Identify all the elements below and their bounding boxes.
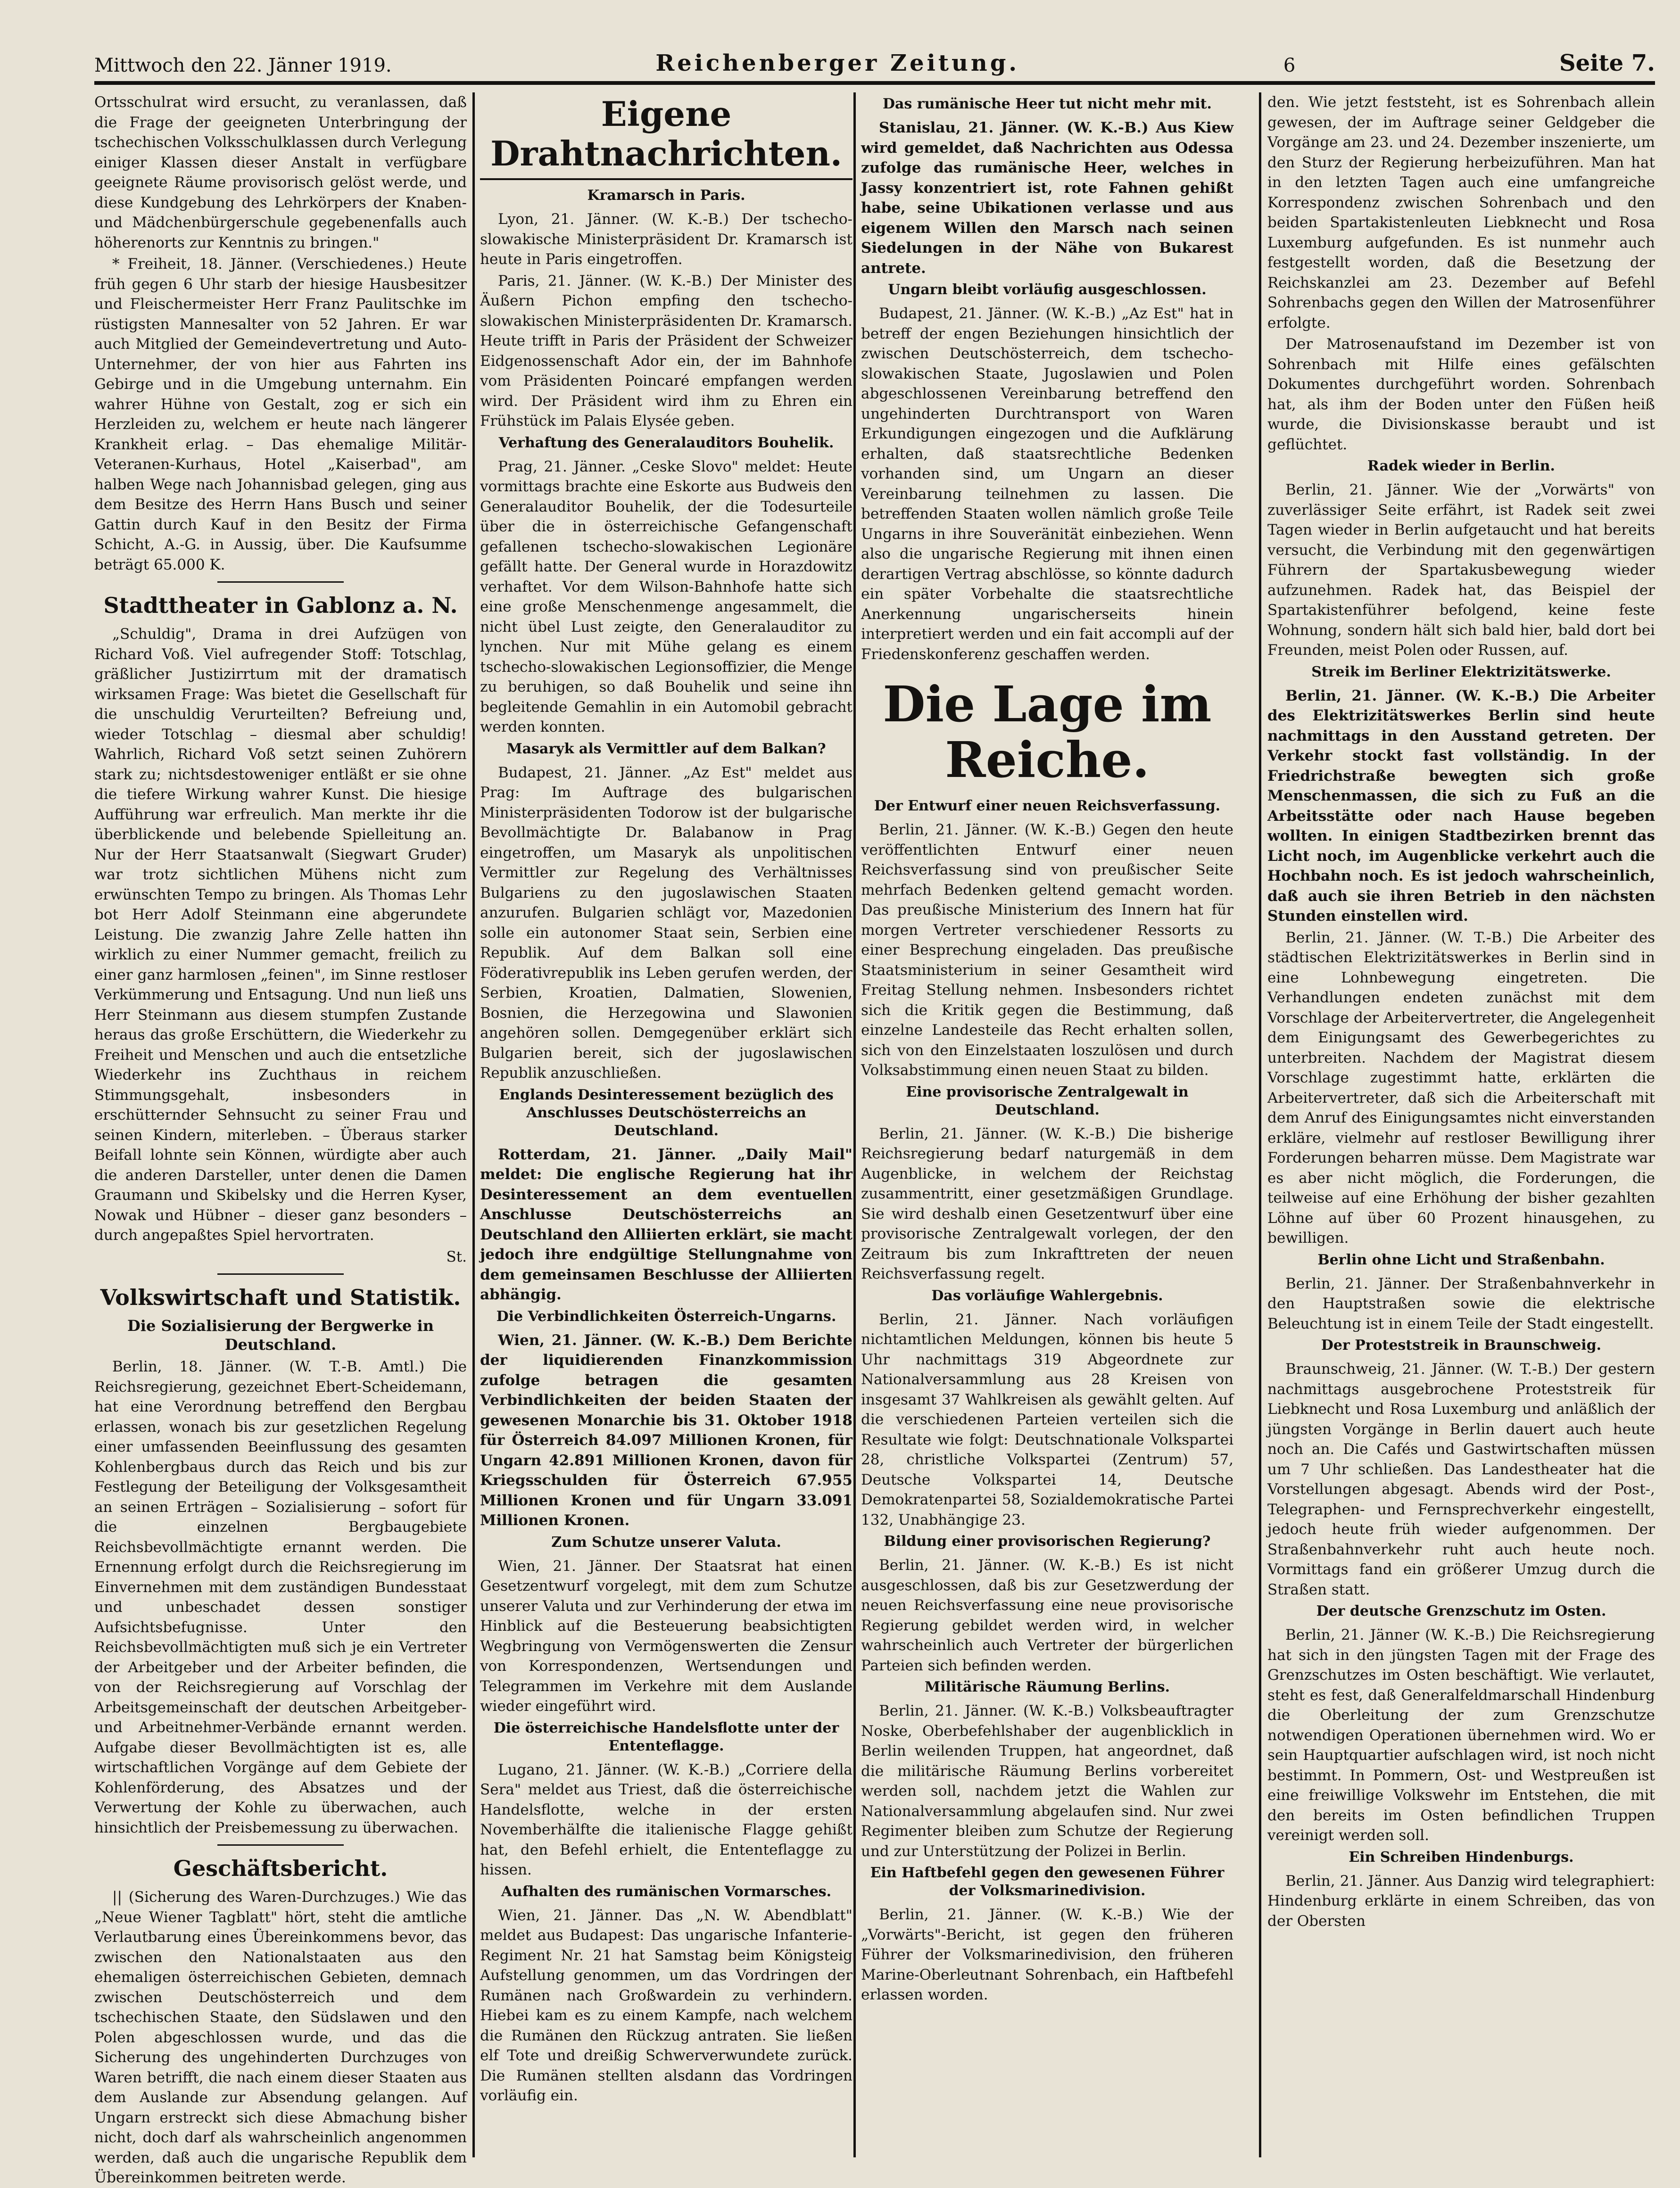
issue-mark: 6	[1283, 55, 1296, 76]
separator	[217, 1273, 344, 1275]
page-header	[94, 41, 1655, 85]
article-text: Berlin, 21. Jänner. (W. K.-B.) Volksbeauftragter Noske, Oberbefehlshaber der augenblicklich in Berlin weilenden Truppen, hat angeordnet, daß die militärische Räumung Berlins vorbereitet werden soll, nachdem jetzt die Wahlen zur Nationalversammlung abgelaufen sind. Nur zwei Regimenter bleiben zum Schutze der Regierung und zur Unterstützung der Polizei in Berlin.	[861, 1702, 1233, 1860]
separator	[217, 581, 344, 583]
column-2	[480, 92, 852, 2157]
article-text: Berlin, 21. Jänner. (W. K.-B.) Es ist nicht ausgeschlossen, daß bis zur Gesetzwerdung der neuen Reichsverfassung eine neue provisorische Regierung gebildet werden wird, in welcher wahrscheinlich auch Vertreter der bürgerlichen Parteien sich befinden werden.	[861, 1557, 1233, 1674]
article-heading: Die Sozialisierung der Bergwerke in Deutschland.	[127, 1317, 434, 1354]
article-text: || (Sicherung des Waren-Durchzuges.) Wie das „Neue Wiener Tagblatt" hört, steht die amtliche Verlautbarung eines Übereinkommens bevor, das zwischen den Nationalstaaten aus den ehemaligen österreichischen Gebieten, demnach zwischen Deutschösterreich und dem tschechischen Staate, den Südslawen und den Polen abgeschlossen wurde, und das die Sicherung des ungehinderten Durchzuges von Waren betrifft, die nach einem dieser Staaten aus dem Auslande zur Absendung gelangen. Auf Ungarn erstreckt sich diese Abmachung bisher nicht, doch darf als wahrscheinlich angenommen werden, daß auch die ungarische Republik dem Übereinkommen beitreten werde.	[94, 1889, 467, 2186]
column-rule	[472, 92, 475, 2157]
article-heading: Das vorläufige Wahlergebnis.	[931, 1287, 1163, 1304]
column-1	[94, 92, 467, 2186]
article-text: Budapest, 21. Jänner. „Az Est" meldet aus Prag: Im Auftrage des bulgarischen Ministerpräsidenten Todorow ist der bulgarische Bevollmächtigte Dr. Balabanow in Prag eingetroffen, um Masaryk als unpolitischen Vermittler zur Regelung des Verhältnisses Bulgariens zu den jugoslawischen Staaten anzurufen. Bulgarien schlägt vor, Mazedonien solle ein autonomer Staat sein, Serbien eine Republik. Auf dem Balkan soll eine Föderativrepublik ins Leben gerufen werden, der Serbien, Kroatien, Dalmatien, Slowenien, Bosnien, die Herzegowina und Slawonien angehören sollen. Demgegenüber erklärt sich Bulgarien bereit, sich der jugoslawischen Republik anzuschließen.	[480, 764, 852, 1082]
article-text: * Freiheit, 18. Jänner. (Verschiedenes.) Heute früh gegen 6 Uhr starb der hiesige Hausbesitzer und Fleischermeister Herr Franz Paulitschke im rüstigsten Mannesalter von 52 Jahren. Er war auch Mitglied der Gemeindevertretung und Auto-Unternehmer, der von hier aus Fahrten ins Gebirge und in die Umgebung unternahm. Ein wahrer Hühne von Gestalt, zog er sich ein Herzleiden zu, welchem er heute nach längerer Krankheit erlag. – Das ehemalige Militär-Veteranen-Kurhaus, Hotel „Kaiserbad", am halben Wege nach Johannisbad gelegen, ging aus dem Besitze des Herrn Hans Busch und seiner Gattin durch Kauf in den Besitz der Firma Schicht, A.-G. in Aussig, über. Die Kaufsumme beträgt 65.000 K.	[94, 256, 467, 573]
article-text: Berlin, 21. Jänner. (W. K.-B.) Die Arbeiter des Elektrizitätswerkes Berlin sind heute nachmittags in den Ausstand getreten. Der Verkehr stockt fast vollständig. In der Friedrichstraße bewegten sich große Menschenmassen, die sich zu Fuß an die Arbeitsstätte oder nach Hause begeben wollten. In einigen Stadtbezirken brennt das Licht noch, im Augenblicke verkehrt auch die Hochbahn noch. Es ist jedoch wahrscheinlich, daß auch sie ihren Betrieb in den nächsten Stunden einstellen wird.	[1267, 687, 1655, 925]
article-text: den. Wie jetzt feststeht, ist es Sohrenbach allein gewesen, der im Auftrage seiner Geldgeber die Vorgänge am 23. und 24. Dezember inszenierte, um den Sturz der Regierung herbeizuführen. Man hat in den letzten Tagen auch eine umfangreiche Korrespondenz zwischen Sohrenbach und den beiden Spartakistenleuten Liebknecht und Rosa Luxemburg aufgefunden. Es ist nunmehr auch festgestellt worden, daß die Besetzung der Reichskanzlei am 23. Dezember auf Befehl Sohrenbachs gegen den Willen der Matrosenführer erfolgte.	[1267, 94, 1655, 331]
article-heading: Der deutsche Grenzschutz im Osten.	[1316, 1603, 1606, 1619]
article-heading: Ein Schreiben Hindenburgs.	[1349, 1849, 1574, 1866]
article-heading: Bildung einer provisorischen Regierung?	[884, 1533, 1211, 1550]
article-heading: Berlin ohne Licht und Straßenbahn.	[1317, 1251, 1605, 1268]
article-text: Berlin, 21. Jänner. Nach vorläufigen nichtamtlichen Meldungen, können bis heute 5 Uhr nachmittags 319 Abgeordnete zur Nationalversammlung aus 28 Kreisen von insgesamt 37 Wahlkreisen als gewählt gelten. Auf die verschiedenen Parteien verteilen sich die Resultate wie folgt: Deutschnationale Volkspartei 28, christliche Volkspartei (Zentrum) 57, Deutsche Volkspartei 14, Deutsche Demokratenpartei 58, Sozialdemokratische Partei 132, Unabhängige 23.	[861, 1311, 1233, 1528]
article-text: Stanislau, 21. Jänner. (W. K.-B.) Aus Kiew wird gemeldet, daß Nachrichten aus Odessa zufolge das rumänische Heer, welches in Jassy konzentriert ist, rote Fahnen gehißt habe, seine Ubikationen verlasse und aus eigenem Willen den Marsch nach seinen Siedelungen in der Nähe von Bukarest antrete.	[861, 119, 1233, 277]
author-signature: St.	[446, 1248, 467, 1265]
section-heading: Stadttheater in Gablonz a. N.	[103, 593, 458, 618]
article-text: Berlin, 21. Jänner. (W. K.-B.) Wie der „Vorwärts"-Bericht, ist gegen den früheren Führer der Volksmarinedivision, den früheren Marine-Oberleutnant Sohrenbach, ein Haftbefehl erlassen worden.	[861, 1906, 1233, 2003]
article-heading: Die Verbindlichkeiten Österreich-Ungarns.	[496, 1308, 836, 1325]
article-text: Budapest, 21. Jänner. (W. K.-B.) „Az Est" hat in betreff der engen Beziehungen hinsichtlich der zwischen Deutschösterreich, dem tschecho-slowakischen Staate, Jugoslawien und Polen abgeschlossenen Vereinbarung betreffend den ungehinderten Durchtransport von Waren Erkundigungen eingezogen und die Aufklärung erhalten, daß staatsrechtliche Bedenken vorhanden sind, um Ungarn an dieser Vereinbarung teilnehmen zu lassen. Die betreffenden Staaten wollen nämlich große Teile Ungarns in ihre Souveränität einbeziehen. Wenn also die ungarische Regierung mit ihnen einen derartigen Vertrag abschlösse, so könnte dadurch ein später Vorbehalte die staatsrechtliche Anerkennung ungarischerseits hinein interpretiert werden und ein fait accompli auf der Friedenskonferenz geschaffen werden.	[861, 305, 1233, 663]
article-heading: Zum Schutze unserer Valuta.	[551, 1534, 781, 1551]
section-heading: Geschäftsbericht.	[173, 1856, 388, 1881]
separator	[217, 1844, 344, 1846]
article-text: Berlin, 21. Jänner. (W. K.-B.) Gegen den heute veröffentlichten Entwurf einer neuen Reichsverfassung sind von preußischer Seite mehrfach Bedenken geltend gemacht worden. Das preußische Ministerium des Innern hat für morgen Vertreter verschiedener Ressorts zu einer Besprechung eingeladen. Das preußische Staatsministerium in seiner Gesamtheit wird Freitag Stellung nehmen. Insbesonders richtet sich die Kritik gegen die Bestimmung, daß einzelne Landesteile das Recht erhalten sollen, sich von den Einzelstaaten loszulösen und durch Volksabstimmung einen neuen Staat zu bilden.	[861, 821, 1233, 1079]
article-text: Berlin, 21. Jänner. Wie der „Vorwärts" von zuverlässiger Seite erfährt, ist Radek seit zwei Tagen wieder in Berlin aufgetaucht und hat bereits versucht, die Verbindung mit den gegenwärtigen Führern der Spartakusbewegung wieder aufzunehmen. Radek hat, das Beispiel der Spartakistenführer befolgend, keine feste Wohnung, sondern hält sich bald hier, bald dort bei Freunden, meist Polen oder Russen, auf.	[1267, 481, 1655, 659]
column-4	[1267, 92, 1655, 2157]
section-heading: Die Lage im Reiche.	[883, 675, 1212, 789]
article-text: Lyon, 21. Jänner. (W. K.-B.) Der tschecho-slowakische Ministerpräsident Dr. Kramarsch ist heute in Paris eingetroffen.	[480, 211, 852, 268]
article-heading: Der Proteststreik in Braunschweig.	[1321, 1337, 1602, 1354]
column-rule	[853, 92, 856, 2157]
article-text: Ortsschulrat wird ersucht, zu veranlassen, daß die Frage der geeigneten Unterbringung der tschechischen Volksschulklassen durch Verlegung einiger Klassen dieser Anstalt in verfügbare geeignete Räume provisorisch gelöst werde, und diese Kundgebung des Lehrkörpers der Knaben- und Mädchenbürgerschule gegebenenfalls auch höherenorts zur Kenntnis zu bringen."	[94, 94, 467, 251]
article-heading: Aufhalten des rumänischen Vormarsches.	[501, 1883, 832, 1900]
article-text: Der Matrosenaufstand im Dezember ist von Sohrenbach mit Hilfe eines gefälschten Dokumentes durchgeführt worden. Sohrenbach hat, als ihm der Boden unter den Füßen heiß wurde, die Divisionskasse beraubt und ist geflüchtet.	[1267, 336, 1655, 453]
article-text: „Schuldig", Drama in drei Aufzügen von Richard Voß. Viel aufregender Stoff: Totschlag, gräßlicher Justizirrtum mit der dramatisch wirksamen Frage: Was bietet die Gesellschaft für die unschuldig Verurteilten? Befreiung und, wieder Totschlag – diesmal aber schuldig! Wahrlich, Richard Voß setzt seinen Zuhörern stark zu; nichtsdestoweniger entläßt er sie ohne die tiefere Wirkung wahrer Kunst. Die hiesige Aufführung war erfreulich. Man merkte ihr die überblickende und belebende Spielleitung an. Nur der Herr Staatsanwalt (Siegwart Gruder) war trotz sichtlichen Mühens nicht zum erwünschten Tempo zu bringen. Als Thomas Lehr bot Herr Adolf Steinmann eine abgerundete Leistung. Die zwanzig Jahre Zelle hatten ihn wirklich zu einer Nummer gemacht, freilich zu einer ganz harmlosen „feinen", im Sinne restloser Verkümmerung und Entsagung. Und nun ließ uns Herr Steinmann aus diesem stumpfen Zustande heraus das große Erschüttern, die Wiederkehr zu Freiheit und Menschen und auch die entsetzliche Wiederkehr ins Zuchthaus in reichem Stimmungsgehalt, insbesonders in erschütternder Sehnsucht zu seiner Frau und seinen Kindern, miterleben. – Überaus starker Beifall lohnte sein Können, würdigte aber auch die anderen Darsteller, unter denen die Damen Graumann und Skibelsky und die Herren Kyser, Nowak und Hübner – dieser ganz besonders – durch angepaßtes Spiel hervortraten.	[94, 626, 467, 1244]
article-heading: Englands Desinteressement bezüglich des Anschlusses Deutschösterreichs an Deutschland.	[499, 1086, 834, 1139]
section-heading: Volkswirtschaft und Statistik.	[100, 1285, 461, 1310]
article-heading: Ungarn bleibt vorläufig ausgeschlossen.	[888, 281, 1207, 298]
article-text: Berlin, 21. Jänner. (W. K.-B.) Die bisherige Reichsregierung bedarf naturgemäß in dem Augenblicke, in welchem der Reichstag zusammentritt, einer gesetzmäßigen Grundlage. Sie wird deshalb einen Gesetzentwurf über eine provisorische Zentralgewalt vorlegen, der den Zeitraum bis zum Inkrafttreten der neuen Reichsverfassung regelt.	[861, 1125, 1233, 1282]
article-text: Braunschweig, 21. Jänner. (W. T.-B.) Der gestern nachmittags ausgebrochene Proteststreik für Liebknecht und Rosa Luxemburg und anläßlich der jüngsten Vorgänge in Berlin dauert auch heute noch an. Die Cafés und Gastwirtschaften müssen um 7 Uhr schließen. Das Landestheater hat die Vorstellungen abgesagt. Abends wird der Post-, Telegraphen- und Fernsprechverkehr eingestellt, jedoch heute früh wieder aufgenommen. Der Straßenbahnverkehr ruht auch heute noch. Vormittags fand ein größerer Umzug durch die Straßen statt.	[1267, 1361, 1655, 1598]
article-heading: Kramarsch in Paris.	[587, 187, 745, 204]
article-text: Wien, 21. Jänner. Das „N. W. Abendblatt" meldet aus Budapest: Das ungarische Infanterie-Regiment Nr. 21 hat Samstag beim Königsteig Aufstellung genommen, um das Vordringen der Rumänen nach Großwardein zu verhindern. Hiebei kam es zu einem Kampfe, nach welchem die Rumänen den Rückzug antraten. Sie ließen elf Tote und dreißig Schwerverwundete zurück. Die Rumänen stellten alsdann das Vordringen vorläufig ein.	[480, 1907, 852, 2104]
page-number: Seite 7.	[1559, 50, 1655, 76]
article-text: Paris, 21. Jänner. (W. K.-B.) Der Minister des Äußern Pichon empfing den tschecho-slowakischen Ministerpräsidenten Dr. Kramarsch. Heute trifft in Paris der Präsident der Schweizer Eidgenossenschaft Ador ein, der im Bahnhofe vom Präsidenten Poincaré empfangen werden wird. Der Präsident wird ihm zu Ehren ein Frühstück im Palais Elysée geben.	[480, 272, 852, 429]
article-heading: Eine provisorische Zentralgewalt in Deutschland.	[906, 1083, 1189, 1118]
article-text: Berlin, 21. Jänner. Der Straßenbahnverkehr in den Hauptstraßen sowie die elektrische Beleuchtung ist in einem Teile der Stadt eingestellt.	[1267, 1275, 1655, 1332]
newspaper-title: Reichenberger Zeitung.	[655, 50, 1020, 76]
article-heading: Militärische Räumung Berlins.	[924, 1679, 1170, 1695]
article-text: Berlin, 21. Jänner. (W. T.-B.) Die Arbeiter des städtischen Elektrizitätswerkes in Berlin sind in eine Lohnbewegung eingetreten. Die Verhandlungen endeten zunächst mit dem Vorschlage der Arbeitervertreter, die Angelegenheit dem Einigungsamt des Gewerbegerichtes zu unterbreiten. Nachdem der Magistrat diesem Vorschlage zugestimmt hatte, erklärten die Arbeitervertreter, daß sich die Arbeiterschaft mit dem Anruf des Einigungsamtes nicht einverstanden erkläre, vielmehr auf restloser Bewilligung ihrer Forderungen beharren müsse. Dem Magistrate war es aber nicht möglich, die Forderungen, die teilweise auf eine Erhöhung der bisher gezahlten Löhne auf über 60 Prozent hinausgehen, zu bewilligen.	[1267, 929, 1655, 1247]
article-text: Wien, 21. Jänner. (W. K.-B.) Dem Berichte der liquidierenden Finanzkommission zufolge betragen die gesamten Verbindlichkeiten der beiden Staaten der gewesenen Monarchie bis 31. Oktober 1918 für Österreich 84.097 Millionen Kronen, für Ungarn 42.891 Millionen Kronen, davon für Kriegsschulden für Österreich 67.955 Millionen Kronen und für Ungarn 33.091 Millionen Kronen.	[480, 1331, 852, 1529]
section-heading: Eigene Drahtnachrichten.	[480, 94, 852, 180]
article-text: Berlin, 21. Jänner. Aus Danzig wird telegraphiert: Hindenburg erklärte in einem Schreiben, das von der Obersten	[1267, 1872, 1655, 1930]
article-heading: Ein Haftbefehl gegen den gewesenen Führer der Volksmarinedivision.	[870, 1865, 1225, 1899]
column-rule	[1259, 92, 1261, 2157]
article-text: Prag, 21. Jänner. „Ceske Slovo" meldet: Heute vormittags brachte eine Eskorte aus Budweis den Generalauditor Bouhelik, der die Todesurteile über die in österreichische Gefangenschaft gefallenen tschecho-slowakischen Legionäre gefällt hatte. Der General wurde in Horazdowitz verhaftet. Vor dem Wilson-Bahnhofe hatte sich eine große Menschenmenge angesammelt, die nicht übel Lust zeigte, den Generalauditor zu lynchen. Nur mit Mühe gelang es einem tschecho-slowakischen Legionsoffizier, die Menge zu beruhigen, so daß Bouhelik und seine ihn begleitende Gemahlin in ein Automobil gebracht werden konnten.	[480, 458, 852, 735]
header-date: Mittwoch den 22. Jänner 1919.	[94, 55, 392, 76]
article-text: Wien, 21. Jänner. Der Staatsrat hat einen Gesetzentwurf vorgelegt, mit dem zum Schutze unserer Valuta und zur Verhinderung der etwa im Hinblick auf die Besteuerung beabsichtigten Wegbringung von Vermögenswerten die Zensur von Korrespondenzen, Wertsendungen und Telegrammen im Verkehre mit dem Auslande wieder eingeführt wird.	[480, 1557, 852, 1715]
article-text: Rotterdam, 21. Jänner. „Daily Mail" meldet: Die englische Regierung hat ihr Desinteressement an dem eventuellen Anschlusse Deutschösterreichs an Deutschland den Alliierten erklärt, sie macht jedoch ihre endgültige Stellungnahme von dem gemeinsamen Beschlusse der Alliierten abhängig.	[480, 1146, 852, 1303]
article-heading: Der Entwurf einer neuen Reichsverfassung.	[874, 798, 1221, 814]
article-text: Lugano, 21. Jänner. (W. K.-B.) „Corriere della Sera" meldet aus Triest, daß die österreichische Handelsflotte, welche in der ersten Novemberhälfte die italienische Flagge gehißt hat, den Befehl erhielt, die Ententeflagge zu hissen.	[480, 1761, 852, 1878]
article-heading: Streik im Berliner Elektrizitätswerke.	[1311, 663, 1611, 680]
article-heading: Radek wieder in Berlin.	[1367, 458, 1555, 474]
column-3	[861, 92, 1233, 2157]
article-heading: Verhaftung des Generalauditors Bouhelik.	[498, 434, 834, 451]
article-text: Berlin, 21. Jänner (W. K.-B.) Die Reichsregierung hat sich in den jüngsten Tagen mit der Frage des Grenzschutzes im Osten beschäftigt. Wie verlautet, steht es fest, daß Generalfeldmarschall Hindenburg die Oberleitung der zum Grenzschutze notwendigen Operationen übernehmen wird. Wo er sein Hauptquartier aufschlagen wird, ist noch nicht bestimmt. In Pommern, Ost- und Westpreußen ist eine freiwillige Volkswehr im Entstehen, die mit den bereits im Osten befindlichen Truppen vereinigt werden soll.	[1267, 1627, 1655, 1844]
article-heading: Das rumänische Heer tut nicht mehr mit.	[883, 96, 1212, 112]
article-heading: Die österreichische Handelsflotte unter der Ententeflagge.	[493, 1719, 839, 1754]
article-heading: Masaryk als Vermittler auf dem Balkan?	[506, 740, 826, 757]
article-text: Berlin, 18. Jänner. (W. T.-B. Amtl.) Die Reichsregierung, gezeichnet Ebert-Scheidemann, hat eine Verordnung betreffend den Bergbau erlassen, wonach bis zur gesetzlichen Regelung einer umfassenden Beeinflussung des gesamten Kohlenbergbaus durch das Reich und bis zur Festlegung der Beteiligung der Volksgesamtheit an seinen Erträgen – Sozialisierung – sofort für die einzelnen Bergbaugebiete Reichsbevollmächtigte ernannt werden. Die Ernennung erfolgt durch die Reichsregierung im Einvernehmen mit dem zuständigen Bundesstaat und unbeschadet dessen sonstiger Aufsichtsbefugnisse. Unter den Reichsbevollmächtigten muß sich je ein Vertreter der Arbeitgeber und der Arbeiter befinden, die von der Reichsregierung auf Vorschlag der Arbeitsgemeinschaft der deutschen Arbeitgeber- und Arbeitnehmer-Verbände ernannt werden. Aufgabe dieser Bevollmächtigten ist es, alle wirtschaftlichen Vorgänge auf dem Gebiete der Kohlenförderung, des Absatzes und der Verwertung der Kohle zu überwachen, auch hinsichtlich der Preisbemessung zu überwachen.	[94, 1358, 467, 1836]
